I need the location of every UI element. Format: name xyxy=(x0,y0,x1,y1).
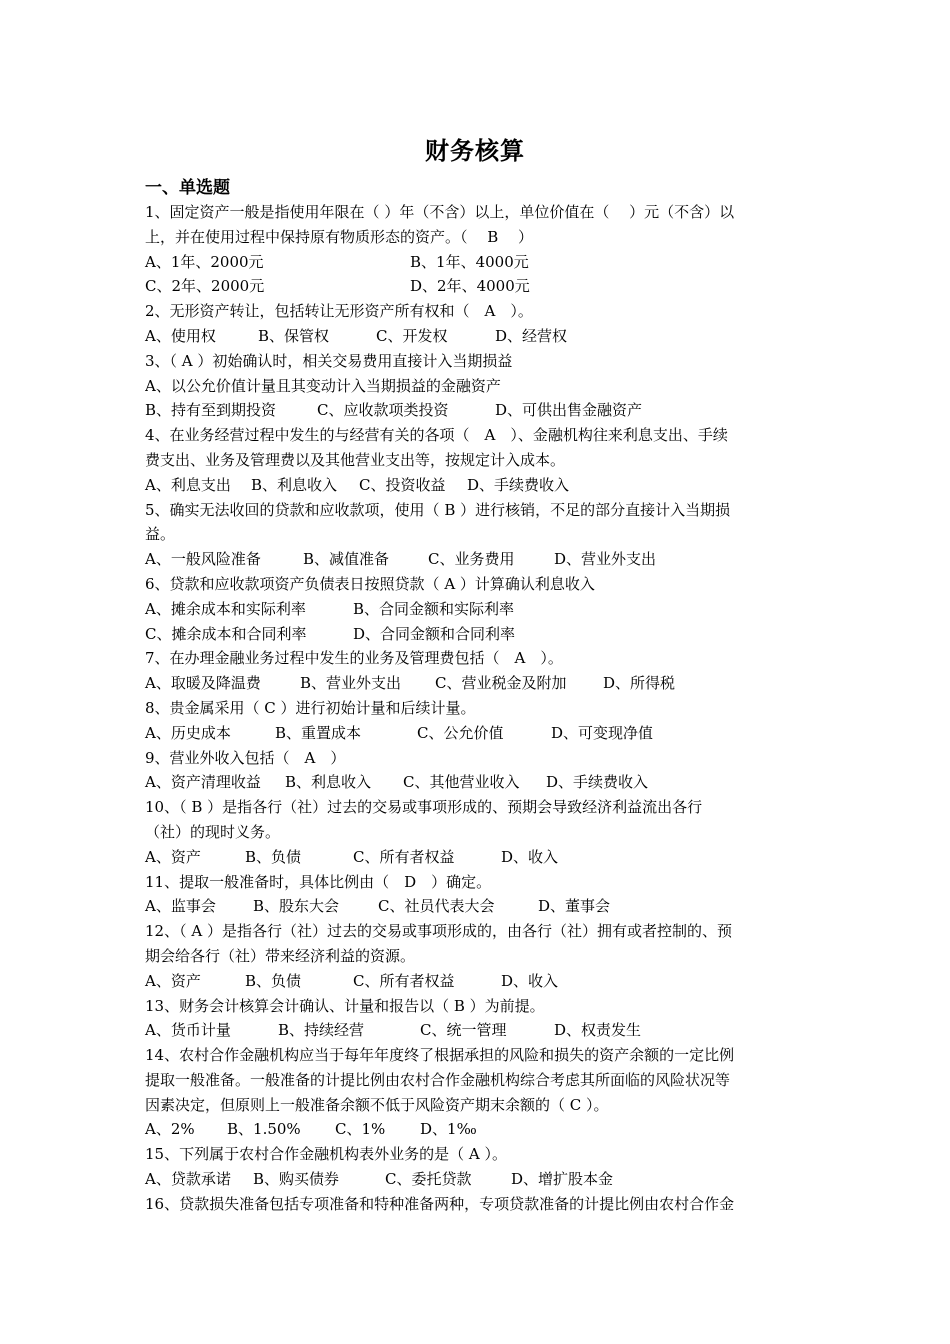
option-d: D、合同金额和合同利率 xyxy=(353,624,516,643)
option-c: C、2年、2000元 xyxy=(145,277,265,296)
option-a: A、2% xyxy=(145,1120,195,1139)
question-12-options xyxy=(145,969,810,994)
question-4-line-1: 4、在业务经营过程中发生的与经营有关的各项（ A ）、金融机构往来利息支出、手续 xyxy=(145,426,728,445)
option-c: C、公允价值 xyxy=(417,723,504,742)
question-5-line-2: 益。 xyxy=(145,525,176,544)
option-d: D、营业外支出 xyxy=(554,550,657,569)
option-c: C、委托贷款 xyxy=(385,1170,472,1189)
option-b: B、购买债券 xyxy=(253,1170,340,1189)
option-c: C、1% xyxy=(335,1120,386,1139)
option-a: A、贷款承诺 xyxy=(145,1170,231,1189)
option-b: B、1.50% xyxy=(227,1120,301,1139)
question-1-line-1: 1、固定资产一般是指使用年限在（ ）年（不含）以上，单位价值在（ ）元（不含）以 xyxy=(145,203,735,221)
question-7: 7、在办理金融业务过程中发生的业务及管理费包括（ A ）。 xyxy=(145,649,563,668)
option-b: B、保管权 xyxy=(258,326,330,345)
option-d: D、手续费收入 xyxy=(546,773,649,792)
question-3: 3、（ A ）初始确认时，相关交易费用直接计入当期损益 xyxy=(145,351,513,370)
question-13-options xyxy=(145,1018,810,1043)
option-a: A、以公允价值计量且其变动计入当期损益的金融资产 xyxy=(145,376,501,395)
option-b: B、减值准备 xyxy=(303,550,390,569)
option-a: A、资产清理收益 xyxy=(145,773,261,792)
question-10-line-1: 10、（ B ）是指各行（社）过去的交易或事项形成的、预期会导致经济利益流出各行 xyxy=(145,798,703,817)
option-a: A、监事会 xyxy=(145,897,216,916)
option-c: C、投资收益 xyxy=(359,475,446,494)
option-a: A、取暖及降温费 xyxy=(145,674,261,693)
question-14-options xyxy=(145,1117,810,1142)
option-d: D、可供出售金融资产 xyxy=(495,401,643,420)
option-b: B、持续经营 xyxy=(278,1021,365,1040)
option-c: C、应收款项类投资 xyxy=(317,401,449,420)
option-d: D、1‰ xyxy=(420,1120,477,1139)
question-10-options xyxy=(145,845,810,870)
question-1-options-row-1 xyxy=(145,250,810,275)
question-15: 15、下列属于农村合作金融机构表外业务的是（ A ）。 xyxy=(145,1145,507,1164)
question-7-options xyxy=(145,671,810,696)
option-b: B、重置成本 xyxy=(275,723,362,742)
question-14-line-1: 14、农村合作金融机构应当于每年年度终了根据承担的风险和损失的资产余额的一定比例 xyxy=(145,1046,735,1065)
question-10-line-2: （社）的现时义务。 xyxy=(145,822,281,841)
question-3-options xyxy=(145,398,810,423)
option-b: B、利息收入 xyxy=(251,475,338,494)
question-2: 2、无形资产转让，包括转让无形资产所有权和（ A ）。 xyxy=(145,302,533,321)
option-c: C、营业税金及附加 xyxy=(435,674,567,693)
option-a: A、资产 xyxy=(145,847,201,866)
option-b: B、持有至到期投资 xyxy=(145,401,277,420)
question-13: 13、财务会计核算会计确认、计量和报告以（ B ）为前提。 xyxy=(145,996,545,1015)
question-list xyxy=(145,200,810,1217)
question-12-line-1: 12、（ A ）是指各行（社）过去的交易或事项形成的，由各行（社）拥有或者控制的、预 xyxy=(145,922,732,941)
option-c: C、所有者权益 xyxy=(353,971,455,990)
option-b: B、负债 xyxy=(245,971,302,990)
question-6: 6、贷款和应收款项资产负债表日按照贷款（ A ）计算确认利息收入 xyxy=(145,574,595,593)
option-d: D、权责发生 xyxy=(554,1021,642,1040)
question-16: 16、贷款损失准备包括专项准备和特种准备两种，专项贷款准备的计提比例由农村合作金 xyxy=(145,1194,735,1213)
question-14-line-2: 提取一般准备。一般准备的计提比例由农村合作金融机构综合考虑其所面临的风险状况等 xyxy=(145,1070,731,1089)
option-d: D、手续费收入 xyxy=(467,475,570,494)
question-8: 8、贵金属采用（ C ）进行初始计量和后续计量。 xyxy=(145,698,476,717)
question-1-line-2: 上，并在使用过程中保持原有物质形态的资产。（ B ） xyxy=(145,227,534,246)
option-a: A、历史成本 xyxy=(145,723,231,742)
option-b: B、1年、4000元 xyxy=(410,252,529,271)
question-9-options xyxy=(145,770,810,795)
option-a: A、一般风险准备 xyxy=(145,550,261,569)
option-c: C、所有者权益 xyxy=(353,847,455,866)
question-15-options xyxy=(145,1167,810,1192)
option-c: C、业务费用 xyxy=(428,550,515,569)
question-8-options xyxy=(145,721,810,746)
question-11: 11、提取一般准备时，具体比例由（ D ）确定。 xyxy=(145,872,492,891)
question-6-options-row-2 xyxy=(145,622,810,647)
question-6-options-row-1 xyxy=(145,597,810,622)
option-c: C、统一管理 xyxy=(420,1021,507,1040)
option-d: D、收入 xyxy=(501,971,559,990)
option-d: D、可变现净值 xyxy=(551,723,654,742)
option-a: A、使用权 xyxy=(145,326,216,345)
section-heading: 一、单选题 xyxy=(145,178,230,198)
option-b: B、合同金额和实际利率 xyxy=(353,599,515,618)
option-d: D、收入 xyxy=(501,847,559,866)
option-c: C、摊余成本和合同利率 xyxy=(145,624,307,643)
question-5-line-1: 5、确实无法收回的贷款和应收款项，使用（ B ）进行核销，不足的部分直接计入当期损 xyxy=(145,500,731,519)
option-c: C、社员代表大会 xyxy=(378,897,495,916)
page-title: 财务核算 xyxy=(425,137,525,165)
option-b: B、利息收入 xyxy=(285,773,372,792)
option-b: B、负债 xyxy=(245,847,302,866)
question-5-options xyxy=(145,547,810,572)
option-d: D、董事会 xyxy=(538,897,611,916)
option-d: D、2年、4000元 xyxy=(410,277,530,296)
question-14-line-3: 因素决定，但原则上一般准备余额不低于风险资产期末余额的（ C ）。 xyxy=(145,1095,609,1114)
option-a: A、货币计量 xyxy=(145,1021,231,1040)
option-b: B、股东大会 xyxy=(253,897,340,916)
option-d: D、增扩股本金 xyxy=(511,1170,614,1189)
question-4-line-2: 费支出、业务及管理费以及其他营业支出等，按规定计入成本。 xyxy=(145,450,566,469)
question-12-line-2: 期会给各行（社）带来经济利益的资源。 xyxy=(145,946,416,965)
question-1-options-row-2 xyxy=(145,274,810,299)
option-a: A、摊余成本和实际利率 xyxy=(145,599,306,618)
option-d: D、所得税 xyxy=(603,674,676,693)
question-11-options xyxy=(145,894,810,919)
option-b: B、营业外支出 xyxy=(300,674,402,693)
option-c: C、其他营业收入 xyxy=(403,773,520,792)
question-2-options xyxy=(145,324,810,349)
question-9: 9、营业外收入包括（ A ） xyxy=(145,748,346,767)
option-c: C、开发权 xyxy=(376,326,448,345)
option-a: A、利息支出 xyxy=(145,475,231,494)
option-d: D、经营权 xyxy=(495,326,568,345)
option-a: A、资产 xyxy=(145,971,201,990)
question-4-options xyxy=(145,473,810,498)
option-a: A、1年、2000元 xyxy=(145,252,264,271)
